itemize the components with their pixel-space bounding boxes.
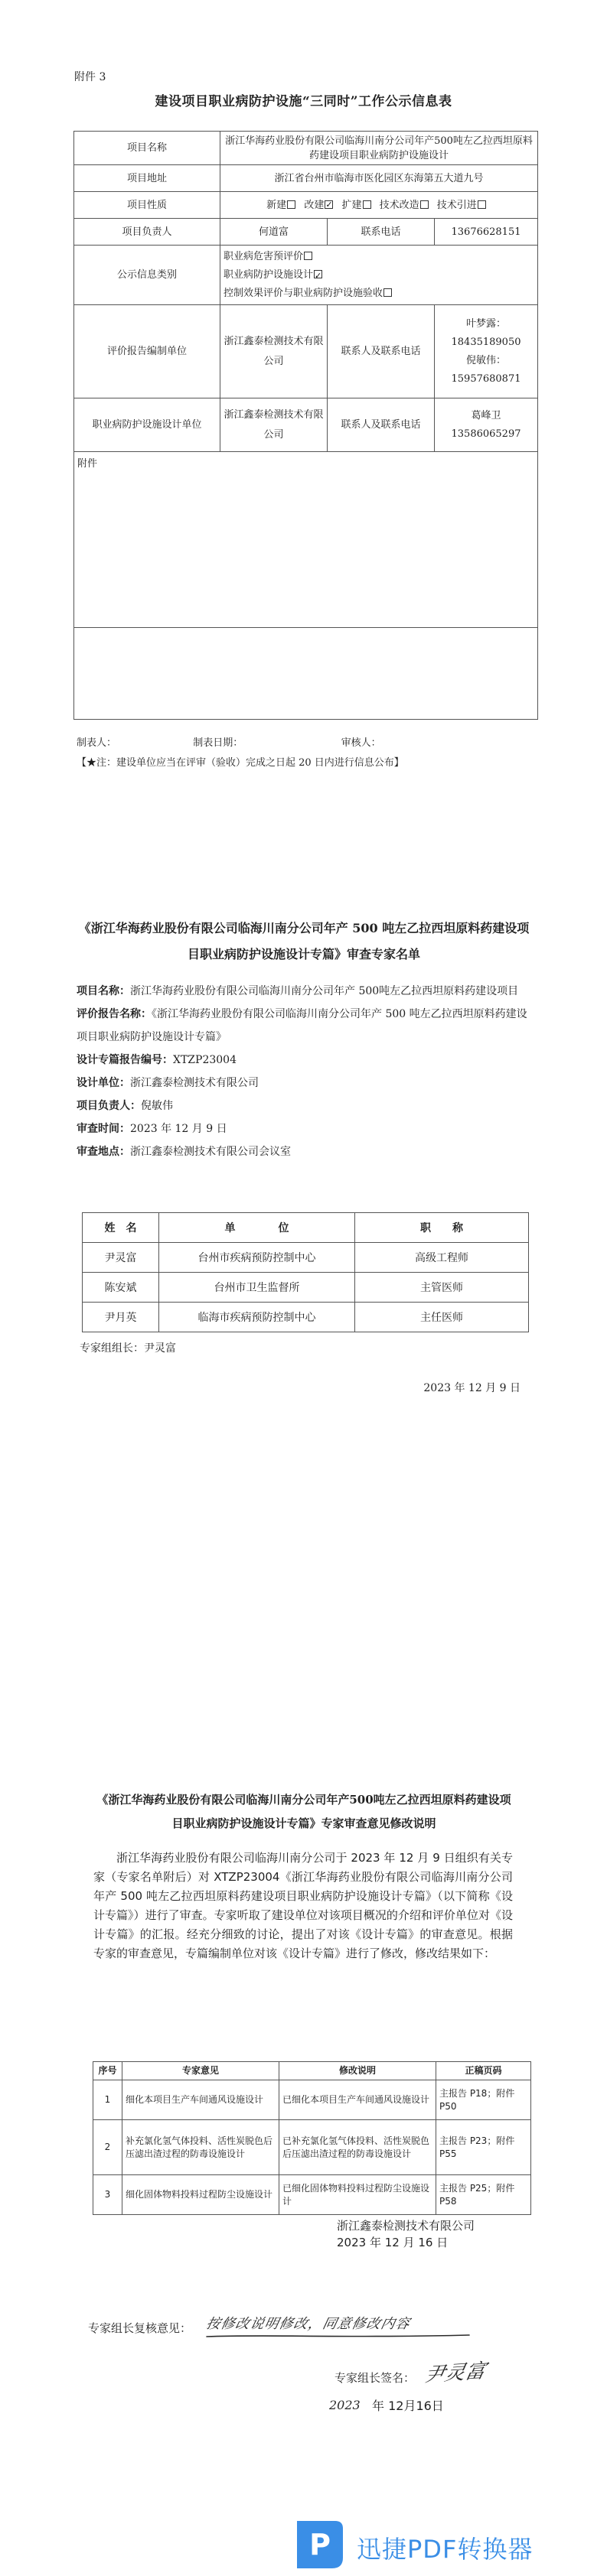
underline-stroke [207,2335,469,2337]
leader-line [77,1094,531,1117]
checkbox [304,252,312,260]
nature-option [304,200,333,211]
review-handwriting: 按修改说明修改，同意修改内容 [204,2316,412,2332]
header-revision: 修改说明 [279,2062,436,2080]
checkbox [325,200,333,209]
row-opinion: 细化固体物料投料过程防尘设施设计 [122,2175,279,2215]
expert-list-date: 2023 年 12 月 9 日 [423,1382,521,1394]
table-row [83,1303,529,1332]
design-unit-label: 职业病防护设施设计单位 [74,398,220,452]
row-no: 1 [93,2080,122,2120]
review-opinion-label: 专家组长复核意见： [88,2321,192,2335]
checkbox [478,200,486,209]
table-row [93,2175,531,2215]
project-name-label: 项目名称 [74,132,220,165]
header-name: 姓 名 [83,1213,159,1243]
header-opinion: 专家意见 [122,2062,279,2080]
revision-body: 浙江华海药业股份有限公司临海川南分公司于 2023 年 12 月 9 日组织有关专家（专家名单附后）对 XTZP23004《浙江华海药业股份有限公司临海川南分公司年产 500 吨左乙拉西坦原料药建设项目职业病防护设施设计专篇》（以下简称《设计专篇》）进行了审查。专家听取了建设单位对该项目概况的介绍和评价单位对《设计专篇》的汇报。经充分细致的讨论，提出了对该《设计专篇》的审查意见。根据专家的审查意见，专篇编制单位对该《设计专篇》进行了修改，修改结果如下： [93,1851,513,1960]
icon-letter: P [309,2528,331,2561]
publicity-option [224,285,534,303]
row-page: 主报告 P25；附件 P58 [436,2175,531,2215]
project-nature-options [220,192,538,219]
expert-title: 主任医师 [355,1303,529,1332]
attachment-area [74,452,538,628]
eval-unit-label: 评价报告编制单位 [74,305,220,398]
revision-date: 2023 年 12 月 16 日 [337,2236,449,2249]
nature-option [437,200,486,211]
expert-unit: 台州市卫生监督所 [159,1273,355,1303]
leader-sign-label: 专家组长签名： [335,2371,416,2385]
project-address-value: 浙江省台州市临海市医化园区东海第五大道九号 [220,165,538,192]
expert-name: 尹灵富 [83,1243,159,1273]
design-contact-label: 联系人及联系电话 [328,398,435,452]
row-page: 主报告 P23；附件 P55 [436,2120,531,2175]
row-opinion: 细化本项目生产车间通风设施设计 [122,2080,279,2120]
signer-label: 制表人： [77,737,117,749]
row-revision: 已细化本项目生产车间通风设施设计 [279,2080,436,2120]
field-value: 浙江鑫泰检测技术有限公司 [130,1077,259,1089]
signer-label: 审核人： [341,737,381,749]
checkbox [314,270,322,278]
pdf-app-icon [289,2516,349,2573]
expert-list-title: 《浙江华海药业股份有限公司临海川南分公司年产 500 吨左乙拉西坦原料药建设项目职业病防护设施设计专篇》审查专家名单 [78,921,530,961]
sign-date-year: 2023 [329,2398,361,2412]
field-value: XTZP23004 [173,1054,237,1066]
checkbox [287,200,295,209]
publicity-option [224,248,534,266]
contact-line: 葛峰卫 [471,409,501,421]
row-page: 主报告 P18；附件 P50 [436,2080,531,2120]
eval-unit-value: 浙江鑫泰检测技术有限公司 [220,305,328,398]
expert-title: 主管医师 [355,1273,529,1303]
nature-option-label: 扩建 [341,199,362,211]
contact-line: 18435189050 [451,336,521,348]
table-row [93,2120,531,2175]
header-no: 序号 [93,2062,122,2080]
review-time-line [77,1117,531,1140]
expert-unit: 台州市疾病预防控制中心 [159,1243,355,1273]
nature-option [266,200,295,211]
eval-contact-label: 联系人及联系电话 [328,305,435,398]
field-label: 设计单位： [77,1077,130,1089]
field-label: 设计专篇报告编号： [77,1054,173,1066]
nature-option [380,200,429,211]
row-no: 3 [93,2175,122,2215]
table-row [83,1273,529,1303]
project-leader-label: 项目负责人 [74,219,220,246]
expert-name: 尹月英 [83,1303,159,1332]
attachment-area-label: 附件 [77,458,98,470]
project-nature-label: 项目性质 [74,192,220,219]
design-contact-lines [435,398,538,452]
design-unit-value: 浙江鑫泰检测技术有限公司 [220,398,328,452]
signer-label: 制表日期： [193,737,243,749]
publicity-options [220,246,538,305]
page-title: 建设项目职业病防护设施“三同时”工作公示信息表 [155,94,452,109]
field-value: 倪敏伟 [141,1100,173,1112]
design-unit-line [77,1072,531,1094]
nature-option-label: 技术引进 [436,199,477,211]
contact-line: 13586065297 [451,428,521,440]
expert-name: 陈安斌 [83,1273,159,1303]
nature-option-label: 新建 [266,199,287,211]
contact-line: 倪敏伟： [465,354,506,366]
revision-signature-block [337,2217,475,2251]
revision-title: 《浙江华海药业股份有限公司临海川南分公司年产500吨左乙拉西坦原料药建设项目职业病防护设施设计专篇》专家审查意见修改说明 [96,1793,511,1830]
header-title: 职 称 [355,1213,529,1243]
field-value: 2023 年 12 月 9 日 [130,1123,227,1135]
watermark-logo [289,2516,349,2573]
nature-option [341,200,370,211]
contact-line: 叶梦露： [465,317,506,330]
project-name-value: 浙江华海药业股份有限公司临海川南分公司年产500吨左乙拉西坦原料药建设项目职业病防护设施设计 [220,132,538,165]
nature-option-label: 改建 [304,199,325,211]
field-value: 浙江华海药业股份有限公司临海川南分公司年产 500吨左乙拉西坦原料药建设项目 [130,985,519,997]
contact-phone-value: 13676628151 [435,219,538,246]
checkbox [383,288,392,297]
table-row [93,2080,531,2120]
expert-group-leader: 专家组组长：尹灵富 [80,1342,176,1355]
project-info-block [77,980,531,1163]
report-name-line [77,1003,531,1049]
project-address-label: 项目地址 [74,165,220,192]
revision-table [93,2061,531,2215]
field-label: 审查地点： [77,1146,130,1158]
field-value: 《浙江华海药业股份有限公司临海川南分公司年产 500 吨左乙拉西坦原料药建设项目职业病防护设施设计专篇》 [77,1008,527,1043]
publicity-option [224,266,534,285]
row-no: 2 [93,2120,122,2175]
row-revision: 已补充氯化氢气体投料、活性炭脱色后压滤出渣过程的防毒设施设计 [279,2120,436,2175]
table-row [83,1243,529,1273]
review-place-line [77,1140,531,1163]
row-opinion: 补充氯化氢气体投料、活性炭脱色后压滤出渣过程的防毒设施设计 [122,2120,279,2175]
contact-phone-label: 联系电话 [328,219,435,246]
row-revision: 已细化固体物料投料过程防尘设施设计 [279,2175,436,2215]
publicity-note: 【★注：建设单位应当在评审（验收）完成之日起 20 日内进行信息公布】 [77,757,404,769]
field-label: 项目负责人： [77,1100,141,1112]
publicity-option-label: 职业病危害预评价 [224,250,304,262]
header-page: 正稿页码 [436,2062,531,2080]
report-number-line [77,1049,531,1072]
publicity-type-label: 公示信息类别 [74,246,220,305]
signers-line [77,734,536,749]
expert-unit: 临海市疾病预防控制中心 [159,1303,355,1332]
field-label: 审查时间： [77,1123,130,1135]
expert-title: 高级工程师 [355,1243,529,1273]
field-label: 评价报告名称： [77,1008,152,1020]
blank-area [74,628,538,720]
checkbox [363,200,371,209]
handwriting-underline [205,2333,473,2339]
field-label: 项目名称： [77,985,130,997]
nature-option-label: 技术改造 [379,199,419,211]
checkbox [420,200,429,209]
watermark-brand: 迅捷PDF转换器 [357,2535,534,2564]
publicity-option-label: 职业病防护设施设计 [224,268,314,281]
company-name: 浙江鑫泰检测技术有限公司 [337,2219,475,2233]
project-name-line [77,980,531,1003]
expert-table [82,1212,529,1332]
eval-contact-lines [435,305,538,398]
attachment-label: 附件 3 [74,71,106,83]
publicity-option-label: 控制效果评价与职业病防护设施验收 [224,287,383,299]
leader-signature: 尹灵富 [422,2360,488,2387]
field-value: 浙江鑫泰检测技术有限公司会议室 [130,1146,291,1158]
header-unit: 单 位 [159,1213,355,1243]
contact-line: 15957680871 [451,372,521,385]
info-table [73,131,538,720]
sign-date-rest: 年 12月16日 [372,2399,444,2413]
project-leader-value: 何道富 [220,219,328,246]
